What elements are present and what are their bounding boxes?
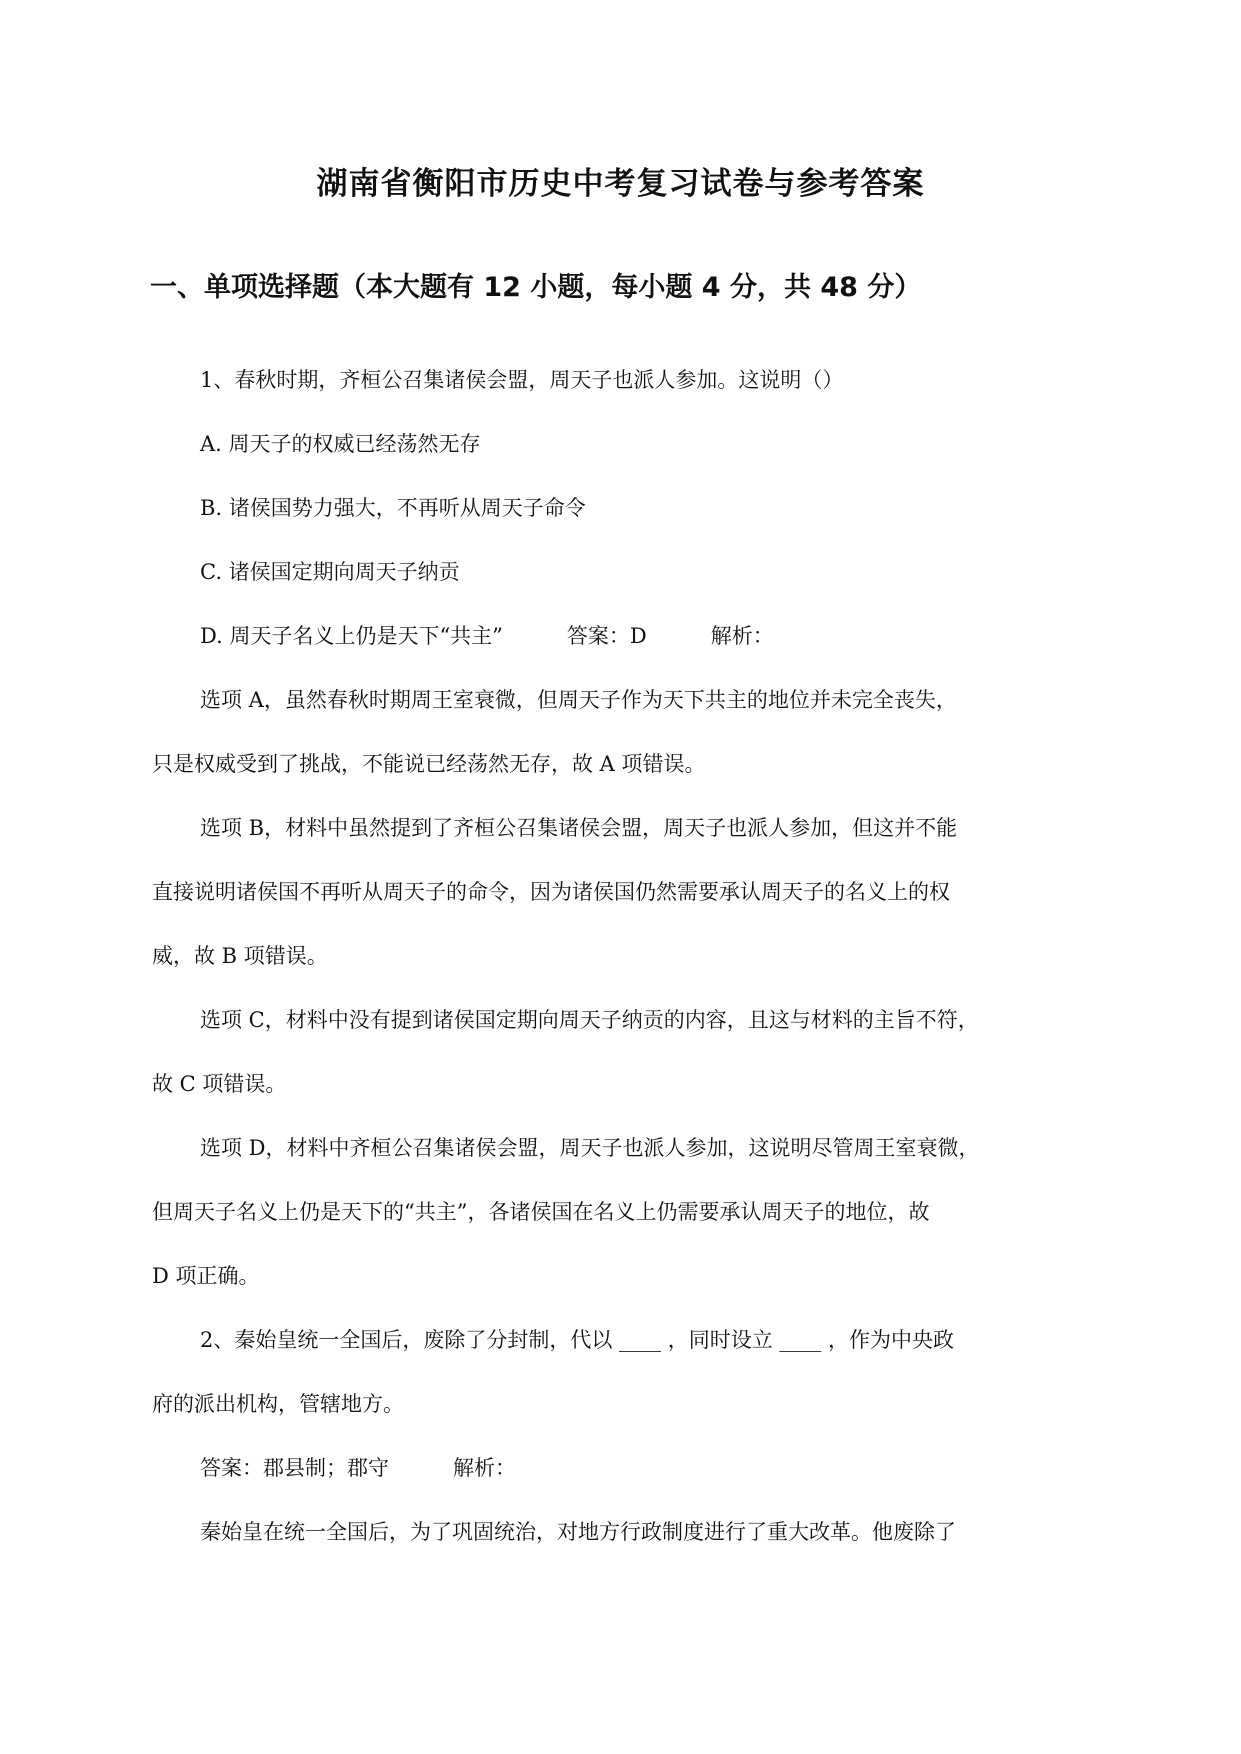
- question-2-stem-line-1: 2、秦始皇统一全国后，废除了分封制，代以 ____ ，同时设立 ____ ，作为中央政: [200, 1328, 955, 1352]
- question-1-option-b: B. 诸侯国势力强大，不再听从周天子命令: [200, 496, 586, 520]
- question-2-answer-row: [152, 1436, 1092, 1500]
- analysis-a-line-2: 只是权威受到了挑战，不能说已经荡然无存，故 A 项错误。: [152, 752, 706, 776]
- question-1-answer: 答案：D: [566, 624, 647, 648]
- document-title: 湖南省衡阳市历史中考复习试卷与参考答案: [316, 166, 925, 202]
- analysis-c-line-2: 故 C 项错误。: [152, 1072, 287, 1096]
- analysis-b-line-1: 选项 B，材料中虽然提到了齐桓公召集诸侯会盟，周天子也派人参加，但这并不能: [200, 816, 958, 840]
- section-heading: 一、单项选择题（本大题有 12 小题，每小题 4 分，共 48 分）: [150, 272, 922, 303]
- question-2-analysis-line-1: 秦始皇在统一全国后，为了巩固统治，对地方行政制度进行了重大改革。他废除了: [200, 1520, 956, 1544]
- question-1-stem: 1、春秋时期，齐桓公召集诸侯会盟，周天子也派人参加。这说明（）: [200, 368, 844, 392]
- analysis-b-line-2: 直接说明诸侯国不再听从周天子的命令，因为诸侯国仍然需要承认周天子的名义上的权: [152, 880, 950, 904]
- analysis-d-line-1: 选项 D，材料中齐桓公召集诸侯会盟，周天子也派人参加，这说明尽管周王室衰微，: [200, 1136, 980, 1160]
- analysis-d-line-2: 但周天子名义上仍是天下的“共主”，各诸侯国在名义上仍需要承认周天子的地位，故: [152, 1200, 930, 1224]
- question-2-stem-line-2: 府的派出机构，管辖地方。: [152, 1392, 404, 1416]
- question-1-option-a: A. 周天子的权威已经荡然无存: [200, 432, 481, 456]
- question-1-option-d-row: [152, 604, 1092, 668]
- document-body: [152, 348, 1092, 1564]
- question-1-analysis-label: 解析：: [710, 624, 774, 648]
- question-1-option-d: D. 周天子名义上仍是天下“共主”: [200, 624, 503, 648]
- question-1-option-c: C. 诸侯国定期向周天子纳贡: [200, 560, 460, 584]
- analysis-a-line-1: 选项 A，虽然春秋时期周王室衰微，但周天子作为天下共主的地位并未完全丧失，: [200, 688, 957, 712]
- analysis-d-line-3: D 项正确。: [152, 1264, 260, 1288]
- question-2-analysis-label: 解析：: [453, 1456, 516, 1480]
- analysis-c-line-1: 选项 C，材料中没有提到诸侯国定期向周天子纳贡的内容，且这与材料的主旨不符，: [200, 1008, 979, 1032]
- analysis-b-line-3: 威，故 B 项错误。: [152, 944, 328, 968]
- question-2-answer: 答案：郡县制；郡守: [200, 1456, 389, 1480]
